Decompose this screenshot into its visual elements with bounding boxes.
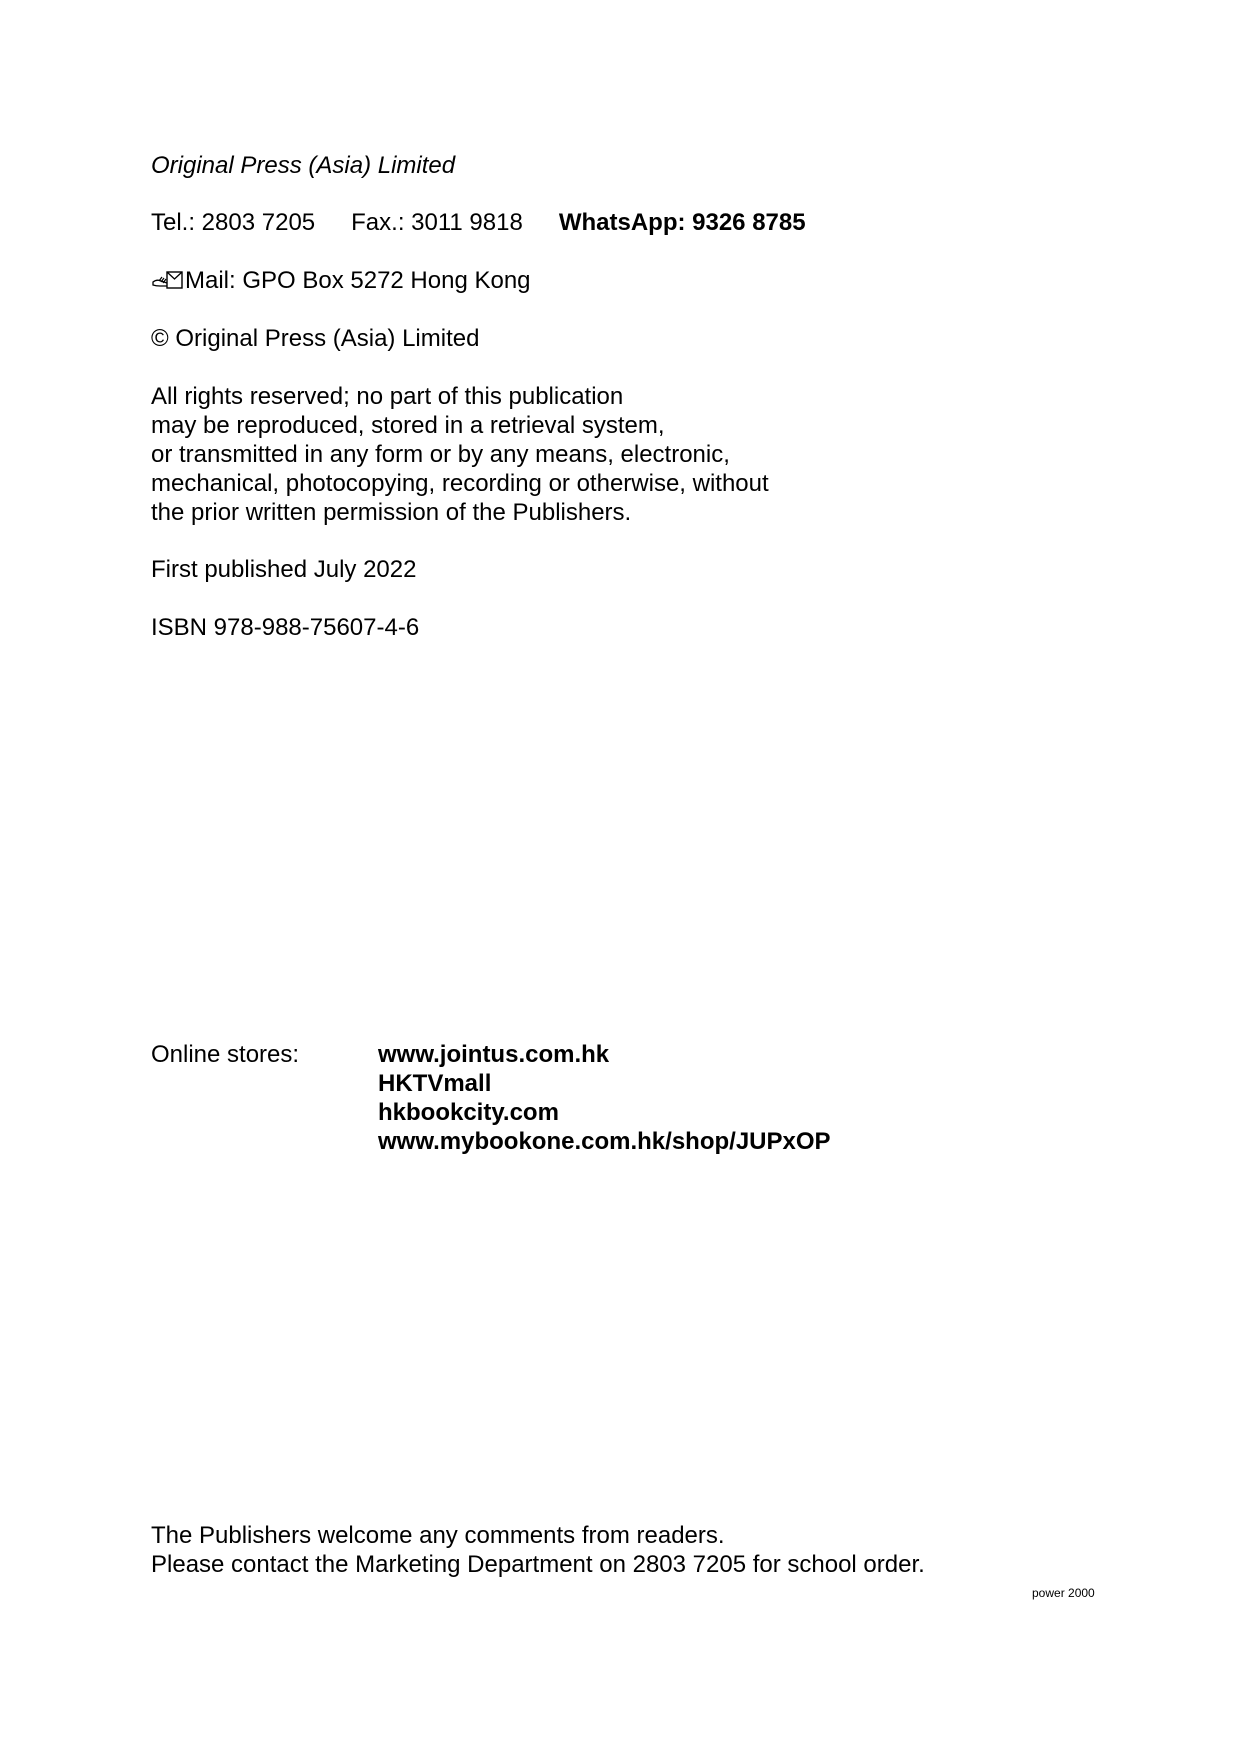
mail-row bbox=[151, 266, 531, 295]
store-hkbookcity[interactable]: hkbookcity.com bbox=[378, 1099, 559, 1126]
whatsapp-text: WhatsApp: 9326 8785 bbox=[558, 209, 806, 236]
rights-line: All rights reserved; no part of this publication bbox=[151, 383, 624, 410]
contact-row bbox=[151, 208, 806, 237]
mail-hand-icon bbox=[151, 269, 185, 291]
power-note: power 2000 bbox=[1032, 1586, 1095, 1600]
online-stores-list bbox=[378, 1040, 831, 1156]
footer-line-2: Please contact the Marketing Department on 2803 7205 for school order. bbox=[151, 1551, 925, 1578]
footer-notice bbox=[151, 1521, 925, 1579]
store-mybookone[interactable]: www.mybookone.com.hk/shop/JUPxOP bbox=[378, 1128, 831, 1155]
publisher-name: Original Press (Asia) Limited bbox=[151, 152, 456, 179]
rights-line: mechanical, photocopying, recording or otherwise, without bbox=[151, 470, 769, 497]
store-jointus[interactable]: www.jointus.com.hk bbox=[378, 1041, 610, 1068]
rights-line: the prior written permission of the Publishers. bbox=[151, 499, 632, 526]
rights-line: may be reproduced, stored in a retrieval system, bbox=[151, 412, 665, 439]
first-published: First published July 2022 bbox=[151, 556, 417, 583]
copyright: © Original Press (Asia) Limited bbox=[151, 325, 480, 352]
store-hktvmall[interactable]: HKTVmall bbox=[378, 1070, 492, 1097]
footer-line-1: The Publishers welcome any comments from readers. bbox=[151, 1522, 725, 1549]
tel-text: Tel.: 2803 7205 bbox=[151, 209, 316, 236]
online-stores-label: Online stores: bbox=[151, 1041, 300, 1068]
rights-line: or transmitted in any form or by any means, electronic, bbox=[151, 441, 730, 468]
isbn: ISBN 978-988-75607-4-6 bbox=[151, 614, 420, 641]
mail-text: Mail: GPO Box 5272 Hong Kong bbox=[185, 267, 531, 294]
rights-statement bbox=[151, 382, 769, 527]
fax-text: Fax.: 3011 9818 bbox=[351, 209, 523, 236]
